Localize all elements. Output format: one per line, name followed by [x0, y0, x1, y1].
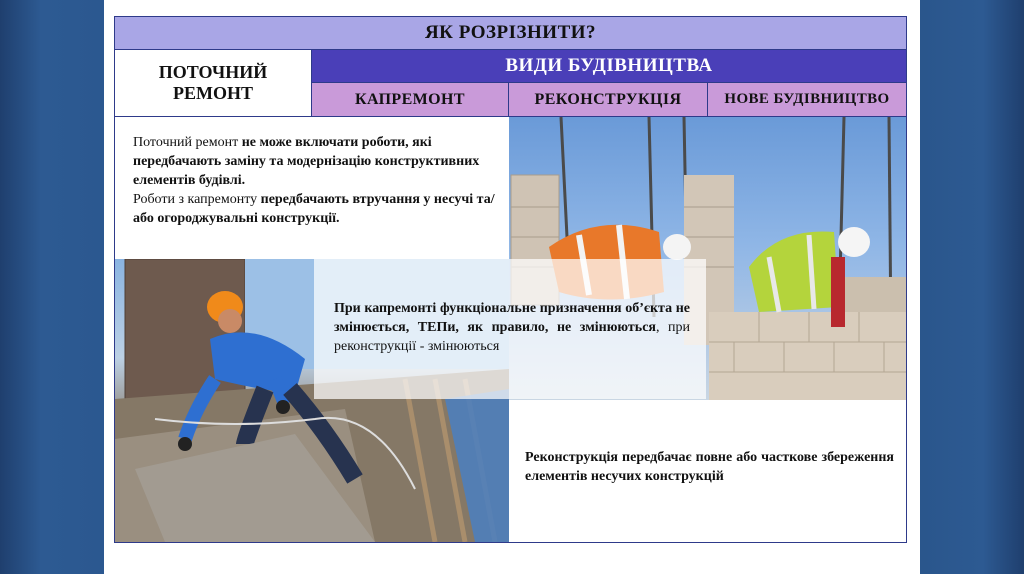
current-repair-header-line2: РЕМОНТ [172, 83, 253, 103]
overhaul-note-normal: , при реконструкції - змінюються [334, 320, 690, 354]
text-p2-normal: Роботи з капремонту [133, 192, 261, 207]
subheader-reconstruction: РЕКОНСТРУКЦІЯ [509, 83, 708, 117]
text-p1-bold: не може включати роботи, які передбачають заміну та модернізацію конструктивних елементів будівлі. [133, 135, 480, 188]
current-repair-header-line1: ПОТОЧНИЙ [158, 62, 268, 82]
text-p2-bold: передбачають втручання у несучі та/або огороджувальні конструкції. [133, 192, 495, 226]
current-repair-text [115, 117, 509, 259]
subheader-overhaul: КАПРЕМОНТ [312, 83, 509, 117]
text-p1-normal: Поточний ремонт [133, 135, 242, 150]
current-repair-header [115, 50, 312, 117]
construction-types-header: ВИДИ БУДІВНИЦТВА [312, 50, 906, 83]
title-header: ЯК РОЗРІЗНИТИ? [115, 17, 906, 50]
subheader-new-construction: НОВЕ БУДІВНИЦТВО [708, 83, 906, 117]
overhaul-note-bold: При капремонті функціональне призначення об’єкта не змінюється, ТЕПи, як правило, не змінюються [334, 301, 690, 335]
overhaul-vs-reconstruction-note [314, 259, 706, 399]
reconstruction-text: Реконструкція передбачає повне або часткове збереження елементів несучих конструкцій [509, 400, 906, 542]
